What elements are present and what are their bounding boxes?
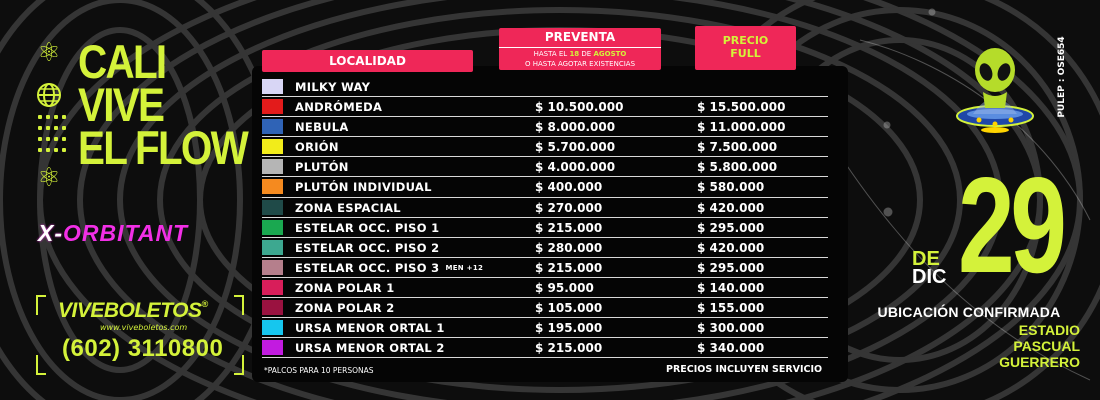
zone-color-swatch xyxy=(262,220,283,235)
zone-name-text: URSA MENOR ORTAL 2 xyxy=(295,341,445,356)
zone-name xyxy=(295,318,445,338)
date-day: 29 xyxy=(958,149,1063,301)
zone-name-text: URSA MENOR ORTAL 1 xyxy=(295,321,445,336)
zone-color-swatch xyxy=(262,280,283,295)
table-row xyxy=(262,137,828,157)
globe-icon xyxy=(34,80,64,110)
zone-note: MEN +12 xyxy=(445,263,484,272)
zone-name-text: NEBULA xyxy=(295,120,349,135)
presale-price: $ 400.000 xyxy=(535,180,603,195)
presale-price: $ 215.000 xyxy=(535,341,603,356)
zone-name xyxy=(295,218,439,238)
table-row xyxy=(262,298,828,318)
zone-name-text: ZONA POLAR 2 xyxy=(295,301,395,316)
presale-price: $ 4.000.000 xyxy=(535,160,616,175)
zone-name-text: ESTELAR OCC. PISO 1 xyxy=(295,220,440,235)
zone-color-swatch xyxy=(262,260,283,275)
table-row xyxy=(262,177,828,197)
presale-price: $ 8.000.000 xyxy=(535,120,616,135)
venue-line: GUERRERO xyxy=(999,354,1080,370)
left-column xyxy=(28,30,253,375)
table-row xyxy=(262,338,828,358)
presale-note-text: HASTA EL xyxy=(533,50,568,58)
footnote-service: PRECIOS INCLUYEN SERVICIO xyxy=(666,364,823,375)
zone-color-swatch xyxy=(262,200,283,215)
zone-name xyxy=(295,278,395,298)
pulep-code xyxy=(1054,20,1068,140)
zone-color-swatch xyxy=(262,240,283,255)
corner-bracket xyxy=(36,295,46,315)
table-row xyxy=(262,198,828,218)
zone-name xyxy=(295,338,445,358)
full-price: $ 295.000 xyxy=(697,220,765,235)
zone-name xyxy=(295,97,382,117)
table-row xyxy=(262,258,828,278)
presale-price: $ 270.000 xyxy=(535,200,603,215)
brand-name: ORBITANT xyxy=(63,220,189,246)
header-full-price xyxy=(695,26,796,70)
zone-name xyxy=(295,77,370,97)
atom-icon: ⚛ xyxy=(37,163,61,193)
zone-color-swatch xyxy=(262,139,283,154)
zone-color-swatch xyxy=(262,300,283,315)
venue-line: PASCUAL xyxy=(1013,338,1080,354)
zone-name-text: MILKY WAY xyxy=(295,80,371,94)
table-row xyxy=(262,318,828,338)
presale-note-text: O HASTA AGOTAR EXISTENCIAS xyxy=(524,60,636,68)
venue-line: ESTADIO xyxy=(1018,322,1080,338)
zone-name xyxy=(295,258,483,278)
zone-name-text: ANDRÓMEDA xyxy=(295,100,383,115)
full-price: $ 140.000 xyxy=(697,280,765,295)
dot-grid-decoration xyxy=(38,115,64,155)
zone-name xyxy=(295,137,339,157)
header-presale-note xyxy=(499,48,661,69)
brand-prefix: X- xyxy=(38,220,63,246)
date-de: DE xyxy=(912,248,940,270)
headline-line: EL FLOW xyxy=(78,121,248,174)
zone-name-text: PLUTÓN INDIVIDUAL xyxy=(295,180,432,195)
viveboletos-logo: VIVEBOLETOS® xyxy=(58,299,208,322)
zone-name-text: PLUTÓN xyxy=(295,160,349,175)
full-price: $ 420.000 xyxy=(697,200,765,215)
zone-name-text: ORIÓN xyxy=(295,140,339,155)
presale-price: $ 10.500.000 xyxy=(535,100,624,115)
full-price: $ 5.800.000 xyxy=(697,160,778,175)
header-presale-title: PREVENTA xyxy=(499,28,661,48)
presale-price: $ 195.000 xyxy=(535,321,603,336)
table-row xyxy=(262,218,828,238)
full-price: $ 11.000.000 xyxy=(697,120,786,135)
table-row xyxy=(262,97,828,117)
ticket-contact-box xyxy=(36,295,244,375)
zone-name xyxy=(295,177,432,197)
full-price: $ 155.000 xyxy=(697,301,765,316)
pulep-text: PULEP : OSE654 xyxy=(1057,36,1067,118)
presale-note-day: 18 xyxy=(569,50,580,58)
presale-note-text: DE xyxy=(581,50,592,58)
header-locality: LOCALIDAD xyxy=(262,50,473,72)
alien-ufo-icon xyxy=(955,42,1035,134)
headline-line: VIVE xyxy=(78,78,164,131)
zone-name-text: ZONA POLAR 1 xyxy=(295,280,395,295)
ticketer-url[interactable]: www.viveboletos.com xyxy=(100,323,188,332)
table-row xyxy=(262,77,828,97)
zone-name xyxy=(295,298,395,318)
corner-bracket xyxy=(234,355,244,375)
headline-line: CALI xyxy=(78,35,166,88)
table-row xyxy=(262,278,828,298)
presale-price: $ 215.000 xyxy=(535,220,603,235)
zone-color-swatch xyxy=(262,320,283,335)
footnote-boxes: *PALCOS PARA 10 PERSONAS xyxy=(264,366,374,375)
zone-name-text: ESTELAR OCC. PISO 2 xyxy=(295,240,440,255)
presale-note-month: AGOSTO xyxy=(593,50,627,58)
ticketer-phone[interactable]: (602) 3110800 xyxy=(62,335,224,362)
zone-name xyxy=(295,117,349,137)
presale-price: $ 215.000 xyxy=(535,260,603,275)
header-full-line: PRECIO xyxy=(722,34,769,47)
zone-color-swatch xyxy=(262,159,283,174)
date-month: DIC xyxy=(912,266,947,288)
zone-color-swatch xyxy=(262,179,283,194)
full-price: $ 15.500.000 xyxy=(697,100,786,115)
price-rows xyxy=(262,77,828,358)
full-price: $ 420.000 xyxy=(697,240,765,255)
zone-name-text: ESTELAR OCC. PISO 3 xyxy=(295,260,440,275)
zone-color-swatch xyxy=(262,79,283,94)
zone-color-swatch xyxy=(262,119,283,134)
corner-bracket xyxy=(36,355,46,375)
header-presale xyxy=(499,28,661,70)
presale-price: $ 5.700.000 xyxy=(535,140,616,155)
header-full-line: FULL xyxy=(730,47,761,60)
full-price: $ 300.000 xyxy=(697,321,765,336)
zone-color-swatch xyxy=(262,99,283,114)
zone-name-text: ZONA ESPACIAL xyxy=(295,200,401,215)
zone-name xyxy=(295,198,401,218)
table-row xyxy=(262,157,828,177)
zone-color-swatch xyxy=(262,340,283,355)
full-price: $ 295.000 xyxy=(697,260,765,275)
full-price: $ 580.000 xyxy=(697,180,765,195)
zone-name xyxy=(295,157,349,177)
location-status: UBICACIÓN CONFIRMADA xyxy=(877,304,1061,320)
presale-price: $ 105.000 xyxy=(535,301,603,316)
table-row xyxy=(262,238,828,258)
corner-bracket xyxy=(234,295,244,315)
table-row xyxy=(262,117,828,137)
zone-name xyxy=(295,238,439,258)
atom-icon: ⚛ xyxy=(37,38,61,68)
venue-name xyxy=(960,322,1080,370)
full-price: $ 7.500.000 xyxy=(697,140,778,155)
viveboletos-logo-text: VIVEBOLETOS xyxy=(58,299,202,322)
orbitant-logo xyxy=(38,220,188,247)
presale-price: $ 280.000 xyxy=(535,240,603,255)
headline xyxy=(78,35,248,174)
full-price: $ 340.000 xyxy=(697,341,765,356)
presale-price: $ 95.000 xyxy=(535,280,594,295)
